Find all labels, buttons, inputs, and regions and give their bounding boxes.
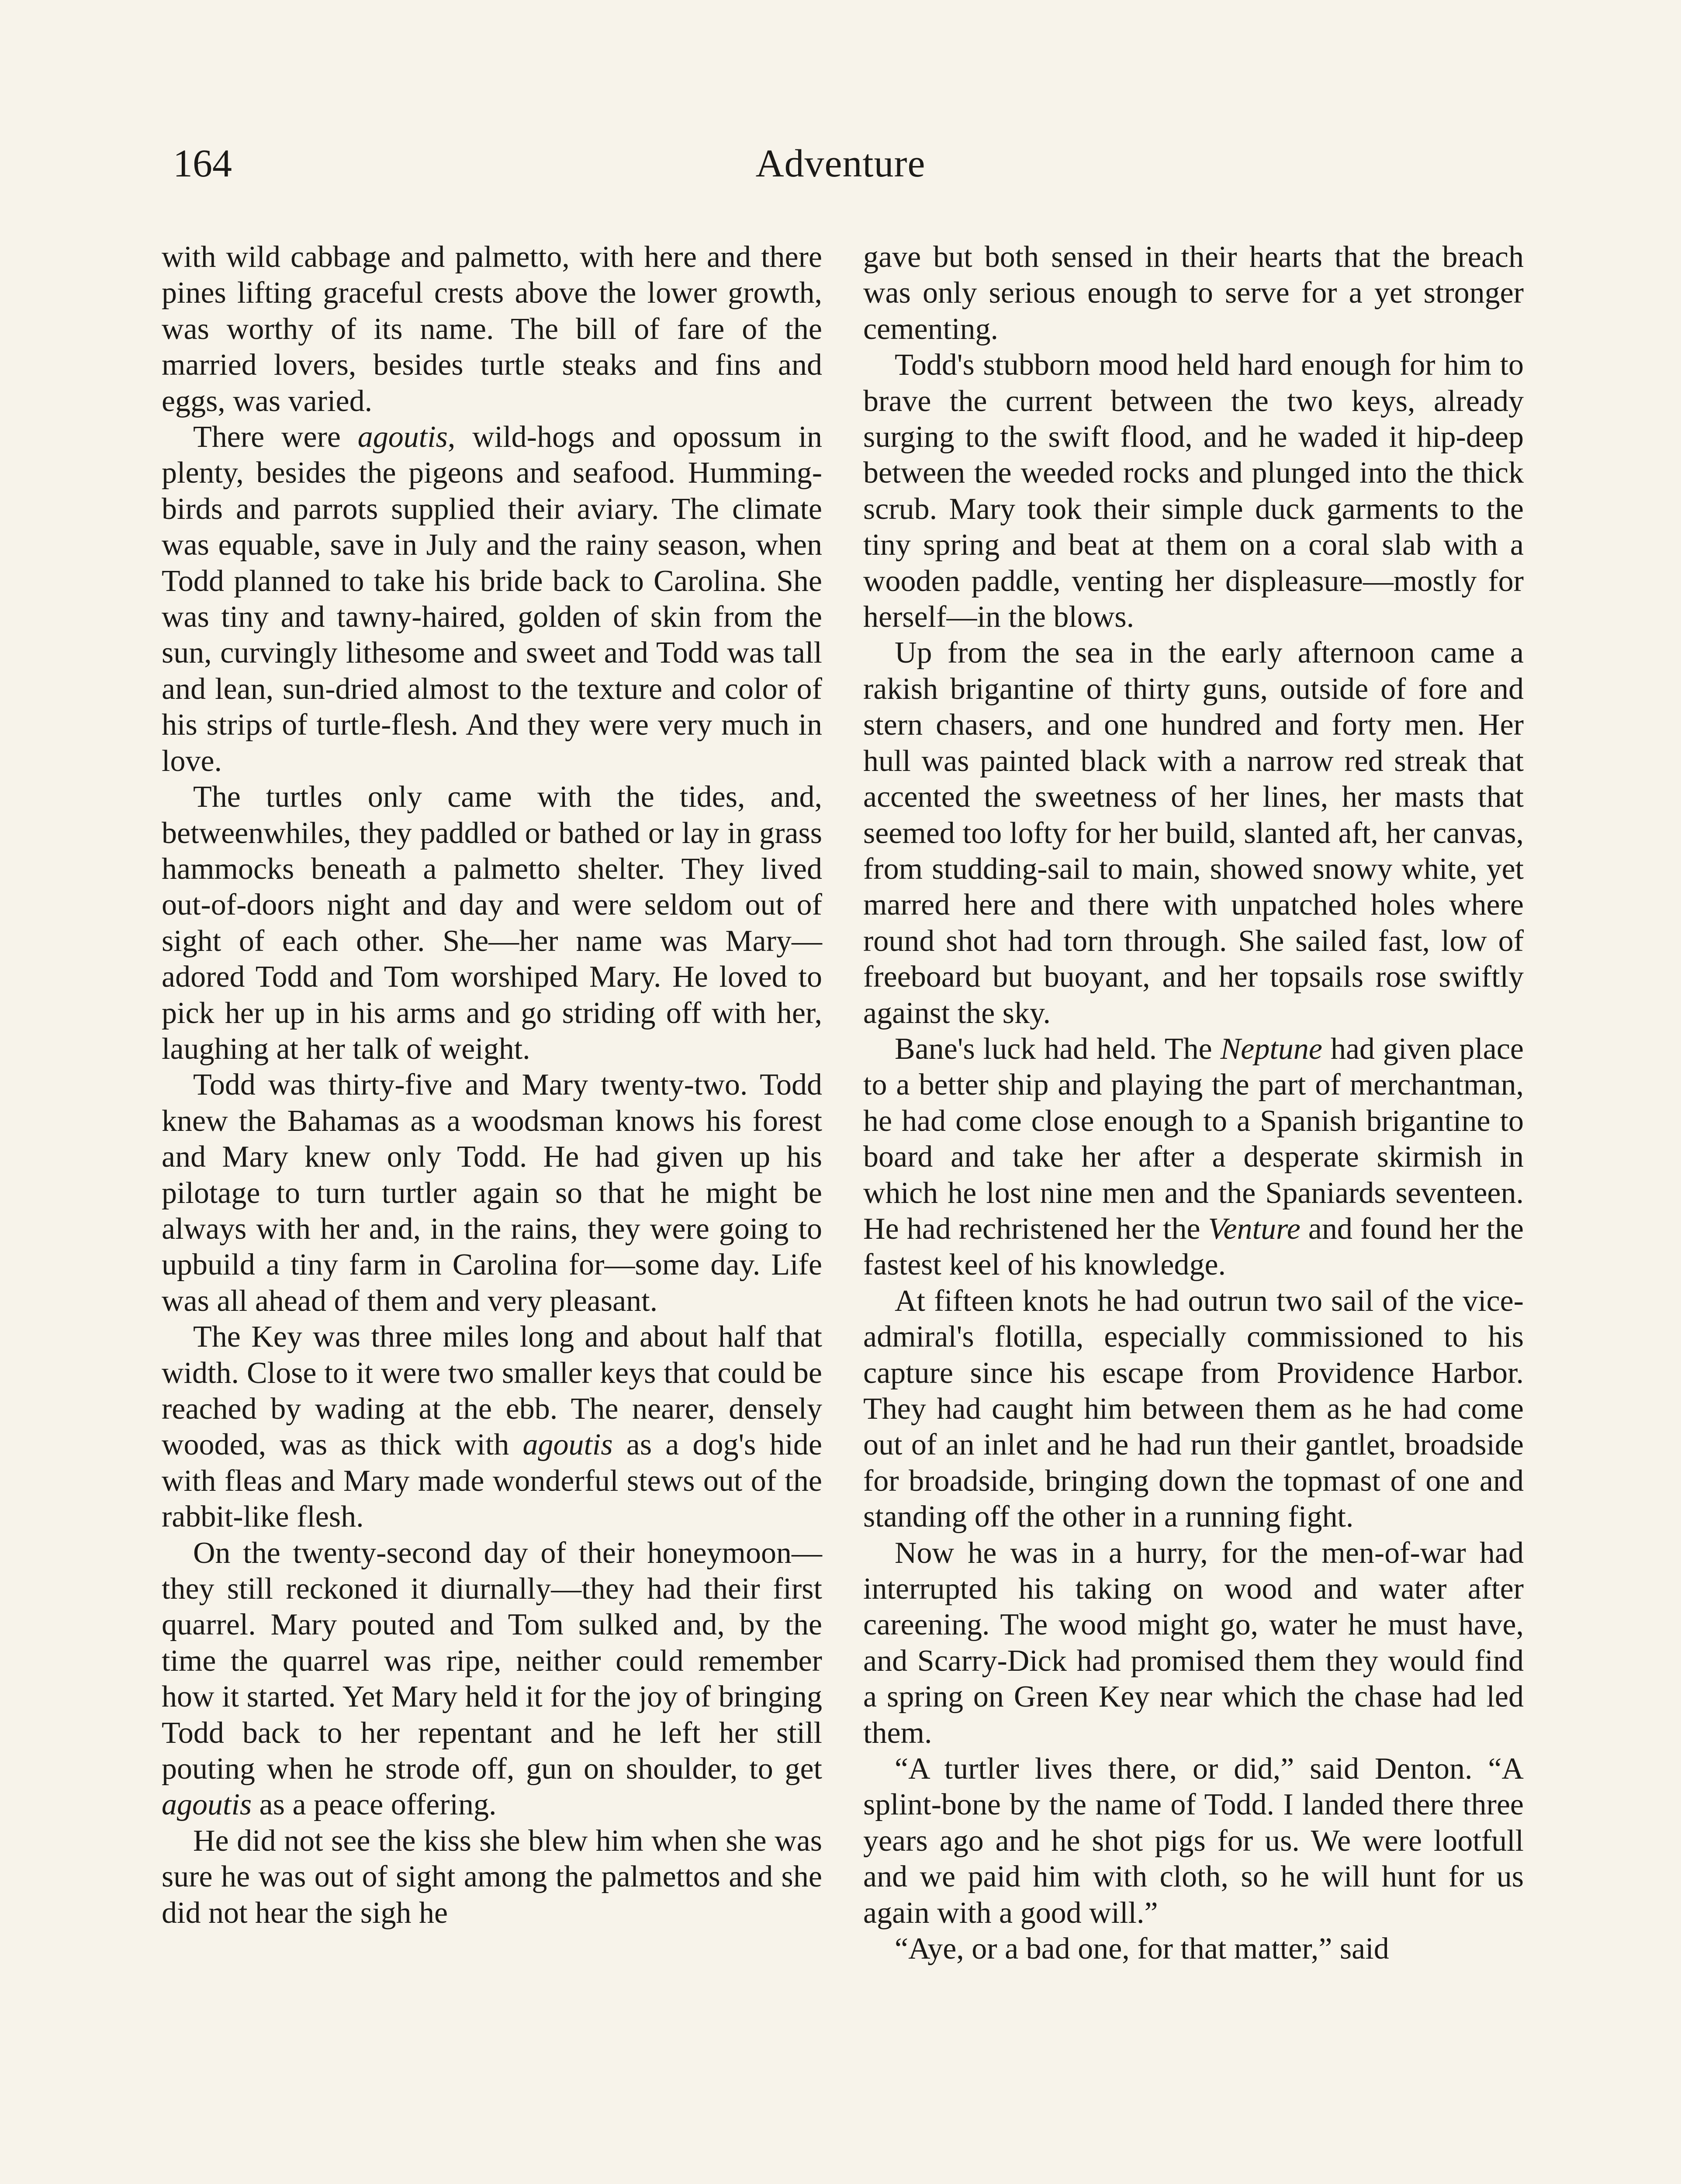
paragraph-text: and found her the fastest keel of his knowledge. [863,1212,1524,1282]
paragraph-text: The turtles only came with the tides, and, betweenwhiles, they paddled or bathed or lay in grass hammocks beneath a palmetto shelter. They lived out-of-doors night and day and were seldom out of sight of each other. She—her name was Mary—adored Todd and Tom worshiped Mary. He loved to pick her up in his arms and go striding off with her, laughing at her talk of weight. [162,780,822,1066]
paragraph [162,779,822,1067]
italic-text: agoutis [357,420,448,454]
paragraph-text: had given place to a better ship and playing the part of merchantman, he had come close enough to a Spanish brigantine to board and take her after a desperate skirmish in which he lost nine men and the Spaniards seventeen. He had rechristened her the [863,1032,1524,1246]
paragraph-text: Bane's luck had held. The [895,1032,1221,1066]
italic-text: Venture [1208,1212,1301,1246]
paragraph-text: as a peace offering. [252,1788,497,1822]
paragraph-text: He did not see the kiss she blew him when she was sure he was out of sight among the palmettos and she did not hear the sigh he [162,1824,822,1930]
paragraph [863,1931,1524,1967]
paragraph-text: The Key was three miles long and about half that width. Close to it were two smaller keys that could be reached by wading at the ebb. The nearer, densely wooded, was as thick with [162,1320,822,1462]
paragraph-text: Now he was in a hurry, for the men-of-war had interrupted his taking on wood and water after careening. The wood might go, water he must have, and Scarry-Dick had promised them they would find a spring on Green Key near which the chase had led them. [863,1536,1524,1750]
paragraph-text: On the twenty-second day of their honeymoon—they still reckoned it diurnally—they had their first quarrel. Mary pouted and Tom sulked and, by the time the quarrel was ripe, neither could remember how it started. Yet Mary held it for the joy of bringing Todd back to her repentant and he left her still pouting when he strode off, gun on shoulder, to get [162,1536,822,1786]
page-number: 164 [173,142,232,185]
paragraph [162,1823,822,1931]
paragraph-text: Todd was thirty-five and Mary twenty-two. Todd knew the Bahamas as a woodsman knows his forest and Mary knew only Todd. He had given up his pilotage to turn turtler again so that he might be always with her and, in the rains, they were going to upbuild a tiny farm in Carolina for—some day. Life was all ahead of them and very pleasant. [162,1068,822,1318]
paragraph [863,1031,1524,1283]
paragraph [863,1283,1524,1535]
italic-text: agoutis [522,1428,613,1462]
paragraph-text: Todd's stubborn mood held hard enough for him to brave the current between the two keys, already surging to the swift flood, and he waded it hip-deep between the weeded rocks and plunged into the thick scrub. Mary took their simple duck garments to the tiny spring and beat at them on a coral slab with a wooden paddle, venting her displeasure—mostly for herself—in the blows. [863,348,1524,634]
running-title: Adventure [755,142,926,185]
paragraph [863,239,1524,347]
paragraph [863,1751,1524,1931]
paragraph [863,347,1524,635]
paragraph [162,239,822,419]
paragraph-text: At fifteen knots he had outrun two sail of the vice-admiral's flotilla, especially commissioned to his capture since his escape from Providence Harbor. They had caught him between them as he had come out of an inlet and he had run their gantlet, broadside for broadside, bringing down the topmast of one and standing off the other in a running fight. [863,1284,1524,1534]
paragraph [162,1319,822,1535]
text-column-left [162,239,822,1931]
paragraph [863,635,1524,1031]
paragraph-text: as a dog's hide with fleas and Mary made wonderful stews out of the rabbit-like flesh. [162,1428,822,1534]
italic-text: agoutis [162,1788,252,1822]
paragraph [162,419,822,779]
text-column-right [863,239,1524,1967]
paragraph [863,1535,1524,1751]
paragraph-text: with wild cabbage and palmetto, with here and there pines lifting graceful crests above the lower growth, was worthy of its name. The bill of fare of the married lovers, besides turtle steaks and fins and eggs, was varied. [162,240,822,418]
paragraph [162,1067,822,1319]
paragraph-text: There were [193,420,358,454]
paragraph-text: Up from the sea in the early afternoon came a rakish brigantine of thirty guns, outside of fore and stern chasers, and one hundred and forty men. Her hull was painted black with a narrow red streak that accented the sweetness of her lines, her masts that seemed too lofty for her build, slanted aft, her canvas, from studding-sail to main, showed snowy white, yet marred here and there with unpatched holes where round shot had torn through. She sailed fast, low of freeboard but buoyant, and her topsails rose swiftly against the sky. [863,636,1524,1030]
paragraph [162,1535,822,1823]
paragraph-text: , wild-hogs and opossum in plenty, besides the pigeons and seafood. Humming-birds and parrots supplied their aviary. The climate was equable, save in July and the rainy season, when Todd planned to take his bride back to Carolina. She was tiny and tawny-haired, golden of skin from the sun, curvingly lithesome and sweet and Todd was tall and lean, sun-dried almost to the texture and color of his strips of turtle-flesh. And they were very much in love. [162,420,822,778]
paragraph-text: “A turtler lives there, or did,” said Denton. “A splint-bone by the name of Todd. I landed there three years ago and he shot pigs for us. We were lootfull and we paid him with cloth, so he will hunt for us again with a good will.” [863,1752,1524,1930]
paragraph-text: gave but both sensed in their hearts that the breach was only serious enough to serve for a yet stronger cementing. [863,240,1524,346]
paragraph-text: “Aye, or a bad one, for that matter,” said [895,1932,1389,1966]
italic-text: Neptune [1220,1032,1322,1066]
